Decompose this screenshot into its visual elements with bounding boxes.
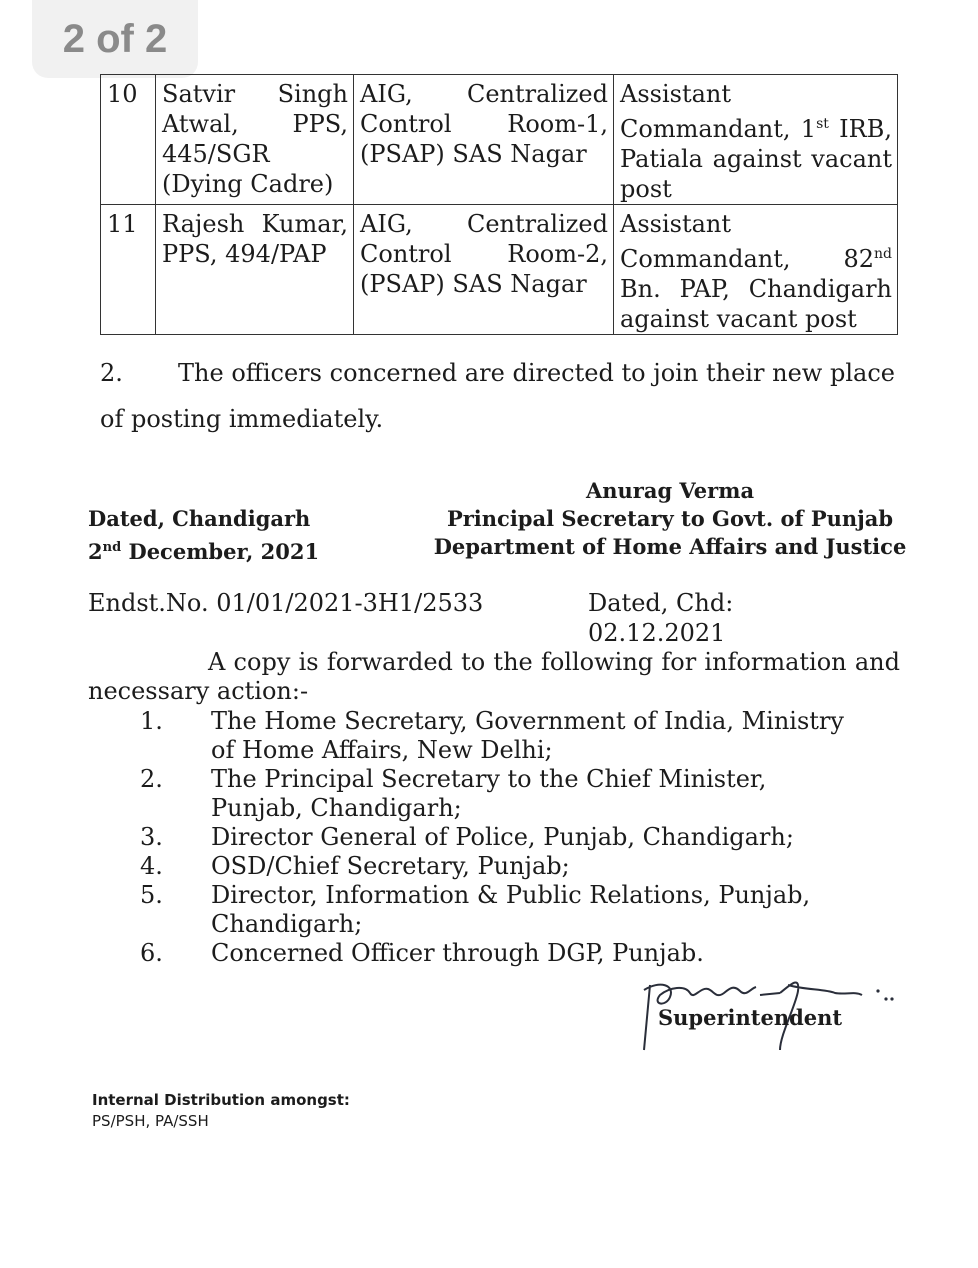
- paragraph-number: 2.: [100, 359, 123, 387]
- postings-table: [100, 74, 898, 335]
- date-block: [88, 504, 319, 566]
- signatory-block: [400, 477, 940, 561]
- list-item: 3. Director General of Police, Punjab, Chandigarh;: [140, 823, 794, 851]
- superintendent-label: Superintendent: [658, 1005, 843, 1030]
- list-item: 4. OSD/Chief Secretary, Punjab;: [140, 852, 570, 880]
- row-number: 11: [101, 205, 156, 335]
- endorsement-date: Dated, Chd: 02.12.2021: [588, 589, 734, 647]
- list-item: 6. Concerned Officer through DGP, Punjab.: [140, 939, 704, 967]
- paragraph-text: The officers concerned are directed to join their new place of posting immediately.: [100, 359, 895, 433]
- list-item: 1. The Home Secretary, Government of India, Ministry of Home Affairs, New Delhi;: [140, 707, 844, 764]
- list-item: 2. The Principal Secretary to the Chief Minister, Punjab, Chandigarh;: [140, 765, 767, 822]
- table-row: [101, 75, 898, 205]
- list-item: 5. Director, Information & Public Relations, Punjab, Chandigarh;: [140, 881, 811, 938]
- endorsement-line: [88, 588, 878, 647]
- officer-name: Rajesh Kumar, PPS, 494/PAP: [156, 205, 354, 335]
- internal-distribution: [92, 1090, 350, 1132]
- copy-intro: A copy is forwarded to the following for information and necessary action:-: [88, 648, 900, 705]
- new-posting: Assistant Commandant, 82nd Bn. PAP, Chandigarh against vacant post: [614, 205, 898, 335]
- page-indicator: 2 of 2: [32, 0, 198, 78]
- date-place: Dated, Chandigarh: [88, 506, 311, 531]
- internal-heading: Internal Distribution amongst:: [92, 1091, 350, 1109]
- paragraph-2: [100, 350, 895, 442]
- table-row: [101, 205, 898, 335]
- endorsement-number: Endst.No. 01/01/2021-3H1/2533: [88, 589, 484, 617]
- current-posting: AIG, Centralized Control Room-2, (PSAP) SAS Nagar: [354, 205, 614, 335]
- current-posting: AIG, Centralized Control Room-1, (PSAP) SAS Nagar: [354, 75, 614, 205]
- officer-name: Satvir Singh Atwal, PPS, 445/SGR (Dying Cadre): [156, 75, 354, 205]
- internal-list: PS/PSH, PA/SSH: [92, 1112, 209, 1130]
- signatory-name: Anurag Verma: [585, 478, 755, 503]
- copy-list: [140, 707, 860, 968]
- row-number: 10: [101, 75, 156, 205]
- new-posting: Assistant Commandant, 1st IRB, Patiala against vacant post: [614, 75, 898, 205]
- signatory-title: Principal Secretary to Govt. of Punjab: [446, 506, 894, 531]
- date-value: 2nd December, 2021: [88, 539, 320, 564]
- signatory-department: Department of Home Affairs and Justice: [433, 534, 907, 559]
